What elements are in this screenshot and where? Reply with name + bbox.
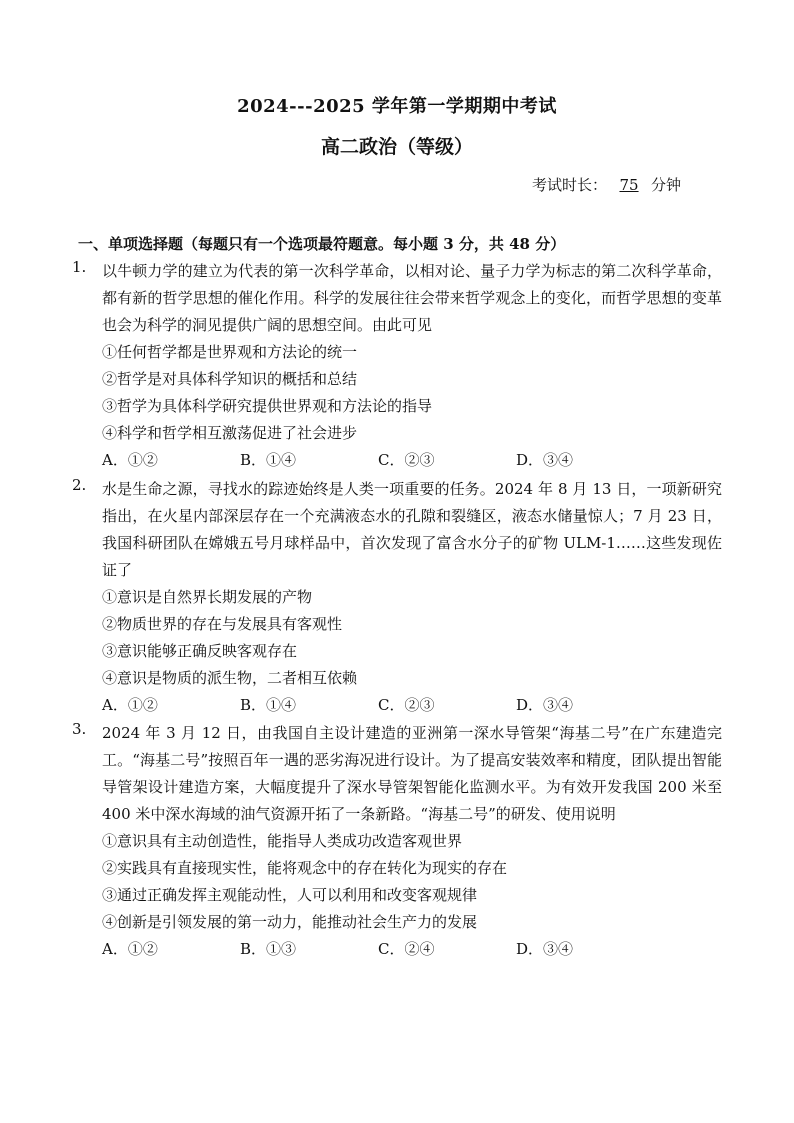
question-2 — [72, 476, 722, 719]
statement-item: ④科学和哲学相互激荡促进了社会进步 — [102, 424, 358, 442]
statement-item: ②实践具有直接现实性，能将观念中的存在转化为现实的存在 — [102, 859, 508, 877]
option-d: D．③④ — [516, 451, 574, 469]
question-number: 2. — [72, 476, 87, 494]
option-d: D．③④ — [516, 940, 574, 958]
statement-item: ②哲学是对具体科学知识的概括和总结 — [102, 370, 358, 388]
question-stem: 以牛顿力学的建立为代表的第一次科学革命，以相对论、量子力学为标志的第二次科学革命，都有新的哲学思想的催化作用。科学的发展往往会带来哲学观念上的变化，而哲学思想的变革也会为科学的洞见提供广阔的思想空间。由此可见 — [102, 262, 722, 334]
question-number: 1. — [72, 258, 87, 276]
statement-item: ②物质世界的存在与发展具有客观性 — [102, 615, 343, 633]
exam-duration-label: 考试时长： — [532, 176, 608, 194]
exam-duration-value: 75 — [619, 176, 639, 194]
option-b: B．①③ — [240, 940, 297, 958]
statement-item: ①意识具有主动创造性，能指导人类成功改造客观世界 — [102, 832, 463, 850]
option-a: A．①② — [102, 451, 158, 469]
exam-duration-unit: 分钟 — [651, 176, 682, 194]
question-3 — [72, 720, 722, 963]
statement-item: ①意识是自然界长期发展的产物 — [102, 588, 313, 606]
option-b: B．①④ — [240, 451, 297, 469]
option-a: A．①② — [102, 696, 158, 714]
statement-item: ③通过正确发挥主观能动性，人可以利用和改变客观规律 — [102, 886, 478, 904]
exam-title: 2024---2025 学年第一学期期中考试 — [237, 96, 557, 117]
answer-options — [102, 447, 722, 474]
statement-item: ④创新是引领发展的第一动力，能推动社会生产力的发展 — [102, 913, 478, 931]
answer-options — [102, 936, 722, 963]
option-b: B．①④ — [240, 696, 297, 714]
section-title: 一、单项选择题（每题只有一个选项最符题意。每小题 3 分，共 48 分） — [78, 235, 566, 253]
answer-options — [102, 692, 722, 719]
option-d: D．③④ — [516, 696, 574, 714]
option-c: C．②③ — [378, 451, 435, 469]
exam-subject: 高二政治（等级） — [320, 136, 473, 158]
question-1 — [72, 258, 722, 474]
statement-item: ①任何哲学都是世界观和方法论的统一 — [102, 343, 358, 361]
statement-item: ④意识是物质的派生物，二者相互依赖 — [102, 669, 358, 687]
statement-item: ③意识能够正确反映客观存在 — [102, 642, 298, 660]
option-c: C．②③ — [378, 696, 435, 714]
question-stem: 2024 年 3 月 12 日，由我国自主设计建造的亚洲第一深水导管架“海基二号”在广东建造完工。“海基二号”按照百年一遇的恶劣海况进行设计。为了提高安装效率和精度，团队提出智能导管架设计建造方案，大幅度提升了深水导管架智能化监测水平。为有效开发我国 200 米至 400 米中深水海域的油气资源开拓了一条新路。“海基二号”的研发、使用说明 — [102, 724, 722, 823]
statement-item: ③哲学为具体科学研究提供世界观和方法论的指导 — [102, 397, 433, 415]
question-number: 3. — [72, 720, 87, 738]
option-a: A．①② — [102, 940, 158, 958]
option-c: C．②④ — [378, 940, 435, 958]
exam-duration — [532, 174, 681, 195]
question-stem: 水是生命之源，寻找水的踪迹始终是人类一项重要的任务。2024 年 8 月 13 日，一项新研究指出，在火星内部深层存在一个充满液态水的孔隙和裂缝区，液态水储量惊人；7 月 23 日，我国科研团队在嫦娥五号月球样品中，首次发现了富含水分子的矿物 ULM-1……这些发现佐证了 — [102, 480, 722, 579]
